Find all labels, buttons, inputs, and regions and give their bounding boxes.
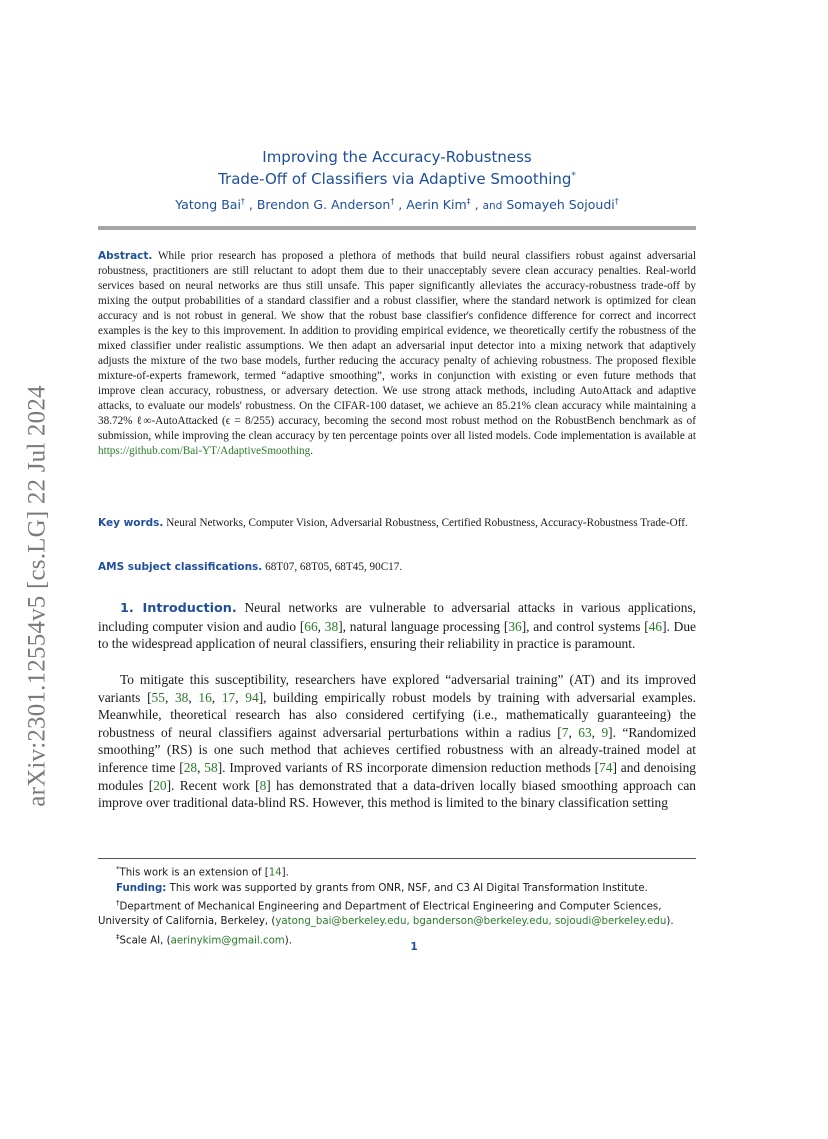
- author-name: Yatong Bai: [175, 197, 241, 213]
- text-run: ,: [235, 689, 246, 705]
- abstract: Abstract. While prior research has proposed a plethora of methods that build neural classifiers robust against adversarial robustness, practitioners are still reluctant to adopt them due to their unacceptably severe clean accuracy penalties. Real-world services based on neural networks are thus still unsafe. This paper significantly alleviates the accuracy-robustness trade-off by mixing the output probabilities of a standard classifier and a robust classifier, where the standard network is optimized for clean accuracy and is not robust in general. We show that the robust base classifier's confidence difference for correct and incorrect examples is the key to this improvement. In addition to providing empirical evidence, we theoretically certify the robustness of the mixed classifier under realistic assumptions. We then adapt an adversarial input detector into a mixing network that adaptively adjusts the mixture of the two base models, further reducing the accuracy penalty of achieving robustness. The proposed flexible mixture-of-experts framework, termed “adaptive smoothing”, works in conjunction with existing or even future methods that improve clean accuracy, robustness, or adversary detection. We use strong attack methods, including AutoAttack and adaptive attacks, to evaluate our models' robustness. On the CIFAR-100 dataset, we achieve an 85.21% clean accuracy while maintaining a 38.72% ℓ∞-AutoAttacked (ϵ = 8/255) accuracy, becoming the second most robust method on the RobustBench benchmark as of submission, while improving the clean accuracy by ten percentage points over all listed models. Code implementation is available at https://github.com/Bai-YT/AdaptiveSmoothing.: [98, 250, 696, 458]
- title-rule: [98, 226, 696, 230]
- footnotes: [98, 862, 696, 948]
- arxiv-id: arXiv:2301.12554v5 [cs.LG] 22 Jul 2024: [24, 385, 52, 807]
- citation-link[interactable]: 16: [198, 689, 212, 705]
- text-run: ] has demonstrated that a data-driven locally biased smoothing approach can improve over traditional data-blind RS. However, this method is limited to the binary classification setting: [98, 777, 696, 811]
- abstract-heading: Abstract.: [98, 250, 153, 262]
- citation-link[interactable]: 7: [561, 724, 569, 740]
- text-run: ,: [164, 689, 175, 705]
- author-name: Brendon G. Anderson: [256, 197, 391, 213]
- email-links[interactable]: yatong_bai@berkeley.edu, bganderson@berkeley.edu, sojoudi@berkeley.edu: [275, 916, 667, 928]
- text-run: ,: [317, 618, 325, 634]
- abstract-text: While prior research has proposed a plethora of methods that build neural classifiers robust against adversarial robustness, practitioners are still reluctant to adopt them due to their unacceptably severe clean accuracy penalties. Real-world services based on neural networks are thus still unsafe. This paper significantly alleviates the accuracy-robustness trade-off by mixing the output probabilities of a standard classifier and a robust classifier, where the standard network is optimized for clean accuracy and is not robust in general. We show that the robust base classifier's confidence difference for correct and incorrect examples is the key to this improvement. In addition to providing empirical evidence, we theoretically certify the robustness of the mixed classifier under realistic assumptions. We then adapt an adversarial input detector into a mixing network that adaptively adjusts the mixture of the two base models, further reducing the accuracy penalty of achieving robustness. The proposed flexible mixture-of-experts framework, termed “adaptive smoothing”, works in conjunction with existing or even future methods that improve clean accuracy, robustness, or adversary detection. We use strong attack methods, including AutoAttack and adaptive attacks, to evaluate our models' robustness. On the CIFAR-100 dataset, we achieve an 85.21% clean accuracy while maintaining a 38.72% ℓ∞-AutoAttacked (ϵ = 8/255) accuracy, becoming the second most robust method on the RobustBench benchmark as of submission, while improving the clean accuracy by ten percentage points over all listed models. Code implementation is available at: [98, 250, 696, 443]
- author-name: Aerin Kim: [406, 197, 467, 213]
- citation-link[interactable]: 55: [151, 689, 165, 705]
- text-run: ] and denoising modules [: [98, 759, 697, 793]
- email-link[interactable]: aerinykim@gmail.com: [170, 934, 285, 946]
- intro-paragraph-1: [98, 599, 696, 653]
- citation-link[interactable]: 38: [174, 689, 189, 705]
- footnote-funding: Funding: This work was supported by grants from ONR, NSF, and C3 AI Digital Transformation Institute.: [116, 882, 648, 894]
- citation-link[interactable]: 58: [204, 759, 218, 775]
- ams-text: 68T07, 68T05, 68T45, 90C17.: [265, 561, 403, 573]
- paper-title-line2: Trade-Off of Classifiers via Adaptive Smoothing*: [218, 170, 576, 188]
- keywords-heading: Key words.: [98, 517, 164, 529]
- footnote-affiliation-berkeley: †Department of Mechanical Engineering and Department of Electrical Engineering and Computer Sciences, University of California, Berkeley, (yatong_bai@berkeley.edu, bganderson@berkeley.edu, sojoudi@berkeley.edu).: [98, 898, 674, 928]
- paper-title-line1: Improving the Accuracy-Robustness: [262, 148, 532, 166]
- text-run: ], and control systems [: [521, 618, 649, 634]
- arxiv-stamp: [18, 366, 58, 826]
- footnote-affiliation-scale: ‡Scale AI, (aerinykim@gmail.com).: [116, 932, 292, 946]
- author-list: Yatong Bai† , Brendon G. Anderson† , Aerin Kim‡ , and Somayeh Sojoudi†: [175, 197, 619, 213]
- keywords-text: Neural Networks, Computer Vision, Adversarial Robustness, Certified Robustness, Accuracy-Robustness Trade-Off.: [166, 517, 688, 529]
- text-run: ,: [568, 724, 579, 740]
- text-run: ,: [197, 759, 205, 775]
- citation-link[interactable]: 20: [153, 777, 167, 793]
- ams-classifications: [98, 561, 696, 573]
- citation-link[interactable]: 14: [268, 867, 282, 879]
- ams-heading: AMS subject classifications.: [98, 561, 263, 573]
- text-run: ]. Recent work [: [166, 777, 260, 793]
- page-number: 1: [410, 941, 418, 953]
- citation-link[interactable]: 9: [601, 724, 609, 740]
- text-run: Neural networks are vulnerable to adversarial attacks in various applications, including computer vision and audio [: [98, 600, 696, 634]
- intro-p2-text: [98, 672, 696, 810]
- citation-link[interactable]: 17: [221, 689, 236, 705]
- text-run: ], building empirically robust models by training with adversarial examples. Meanwhile, theoretical research has also considered certifying (i.e., mathematically guaranteeing) the robustness of neural classifiers against adversarial perturbations within a radius [: [98, 689, 696, 740]
- author-name: Somayeh Sojoudi: [506, 197, 615, 213]
- text-run: ]. Due to the widespread application of neural classifiers, ensuring their reliability in practice is paramount.: [98, 618, 696, 652]
- text-run: ]. Improved variants of RS incorporate dimension reduction methods [: [217, 759, 600, 775]
- citation-link[interactable]: 66: [304, 618, 318, 634]
- citation-link[interactable]: 36: [508, 618, 522, 634]
- citation-link[interactable]: 8: [259, 777, 267, 793]
- citation-link[interactable]: 94: [245, 689, 259, 705]
- code-link[interactable]: https://github.com/Bai-YT/AdaptiveSmoothing: [98, 445, 311, 458]
- citation-link[interactable]: 28: [183, 759, 198, 775]
- title-block: [98, 148, 696, 212]
- text-run: ,: [211, 689, 222, 705]
- footnote-rule: [98, 858, 696, 859]
- authors-and: and: [482, 200, 503, 213]
- keywords: [98, 516, 696, 531]
- text-run: ], natural language processing [: [338, 618, 509, 634]
- section-heading: 1. Introduction.: [120, 601, 237, 616]
- citation-link[interactable]: 74: [599, 759, 613, 775]
- citation-link[interactable]: 46: [648, 618, 663, 634]
- footnote-extension: *This work is an extension of [14].: [116, 865, 289, 879]
- citation-link[interactable]: 38: [324, 618, 339, 634]
- text-run: To mitigate this susceptibility, researchers have explored “adversarial training” (AT) and its improved variants [: [98, 672, 696, 705]
- text-run: ,: [591, 724, 602, 740]
- text-run: ,: [188, 689, 199, 705]
- citation-link[interactable]: 63: [578, 724, 592, 740]
- text-run: ]. “Randomized smoothing” (RS) is one such method that achieves certified robustness with an already-trained model at inference time [: [98, 724, 697, 775]
- intro-paragraph-2: [98, 671, 696, 812]
